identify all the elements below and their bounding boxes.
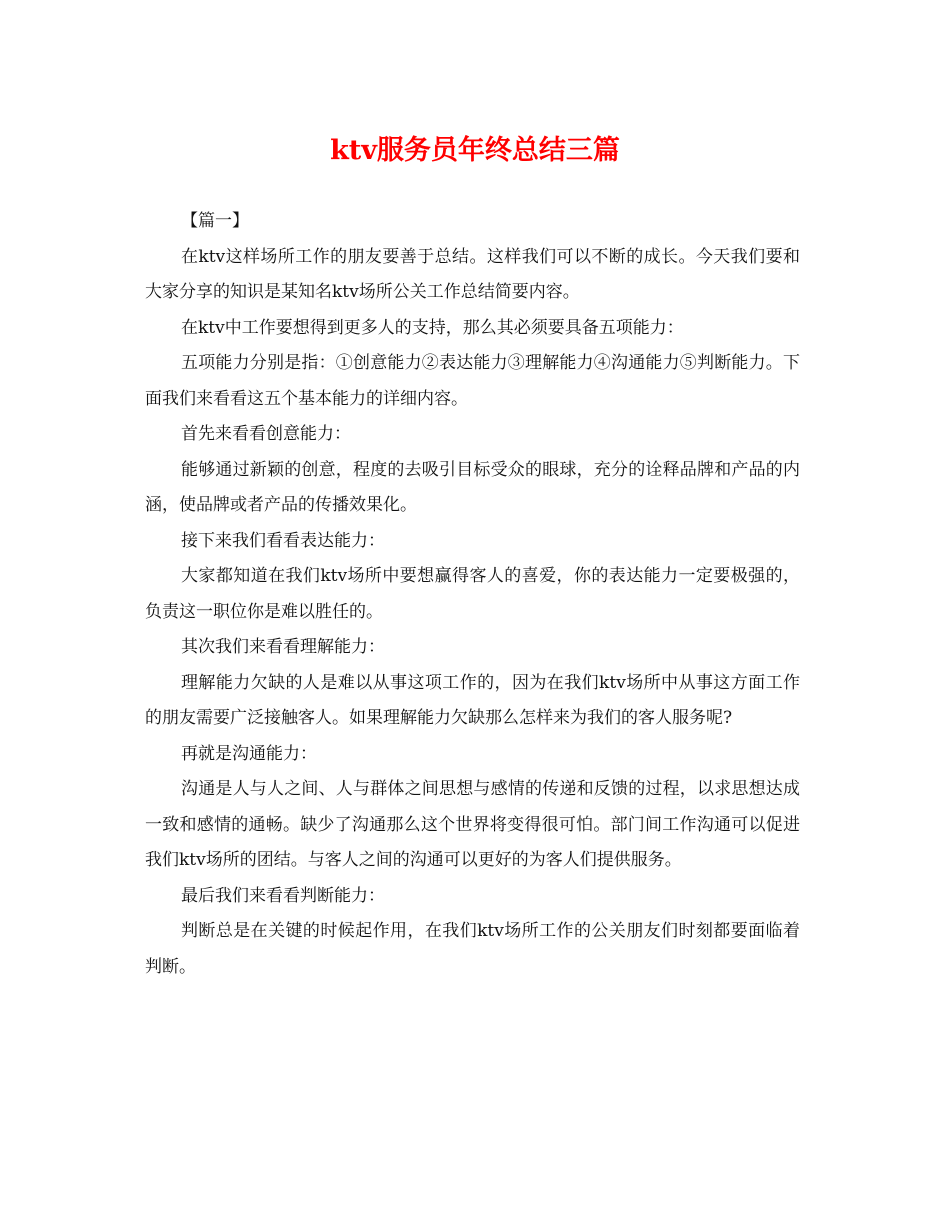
paragraph-judgment-heading: 最后我们来看看判断能力：	[181, 885, 385, 906]
document-title: ktv服务员年终总结三篇	[330, 135, 620, 166]
paragraph-expression-body: 大家都知道在我们ktv场所中要想赢得客人的喜爱，你的表达能力一定要极强的，负责这一职位你是难以胜任的。	[145, 566, 800, 622]
paragraph-five-abilities: 五项能力分别是指：①创意能力②表达能力③理解能力④沟通能力⑤判断能力。下面我们来看看这五个基本能力的详细内容。	[145, 353, 800, 409]
paragraph-requirement: 在ktv中工作要想得到更多人的支持，那么其必须要具备五项能力：	[181, 317, 684, 338]
document-body	[145, 204, 800, 985]
paragraph-judgment-body: 判断总是在关键的时候起作用，在我们ktv场所工作的公关朋友们时刻都要面临着判断。	[145, 921, 800, 977]
paragraph-understanding-heading: 其次我们来看看理解能力：	[181, 637, 385, 657]
paragraph-creativity-body: 能够通过新颖的创意，程度的去吸引目标受众的眼球，充分的诠释品牌和产品的内涵，使品牌或者产品的传播效果化。	[145, 459, 800, 515]
paragraph-communication-heading: 再就是沟通能力：	[181, 743, 317, 764]
paragraph-creativity-heading: 首先来看看创意能力：	[181, 424, 351, 444]
paragraph-communication-body: 沟通是人与人之间、人与群体之间思想与感情的传递和反馈的过程，以求思想达成一致和感情的通畅。缺少了沟通那么这个世界将变得很可怕。部门间工作沟通可以促进我们ktv场所的团结。与客人之间的沟通可以更好的为客人们提供服务。	[145, 779, 800, 870]
paragraph-expression-heading: 接下来我们看看表达能力：	[181, 530, 385, 551]
paragraph-intro: 在ktv这样场所工作的朋友要善于总结。这样我们可以不断的成长。今天我们要和大家分享的知识是某知名ktv场所公关工作总结简要内容。	[145, 246, 800, 302]
paragraph-understanding-body: 理解能力欠缺的人是难以从事这项工作的，因为在我们ktv场所中从事这方面工作的朋友需要广泛接触客人。如果理解能力欠缺那么怎样来为我们的客人服务呢?	[145, 672, 800, 728]
paragraph-section-heading: 【篇一】	[181, 211, 249, 231]
